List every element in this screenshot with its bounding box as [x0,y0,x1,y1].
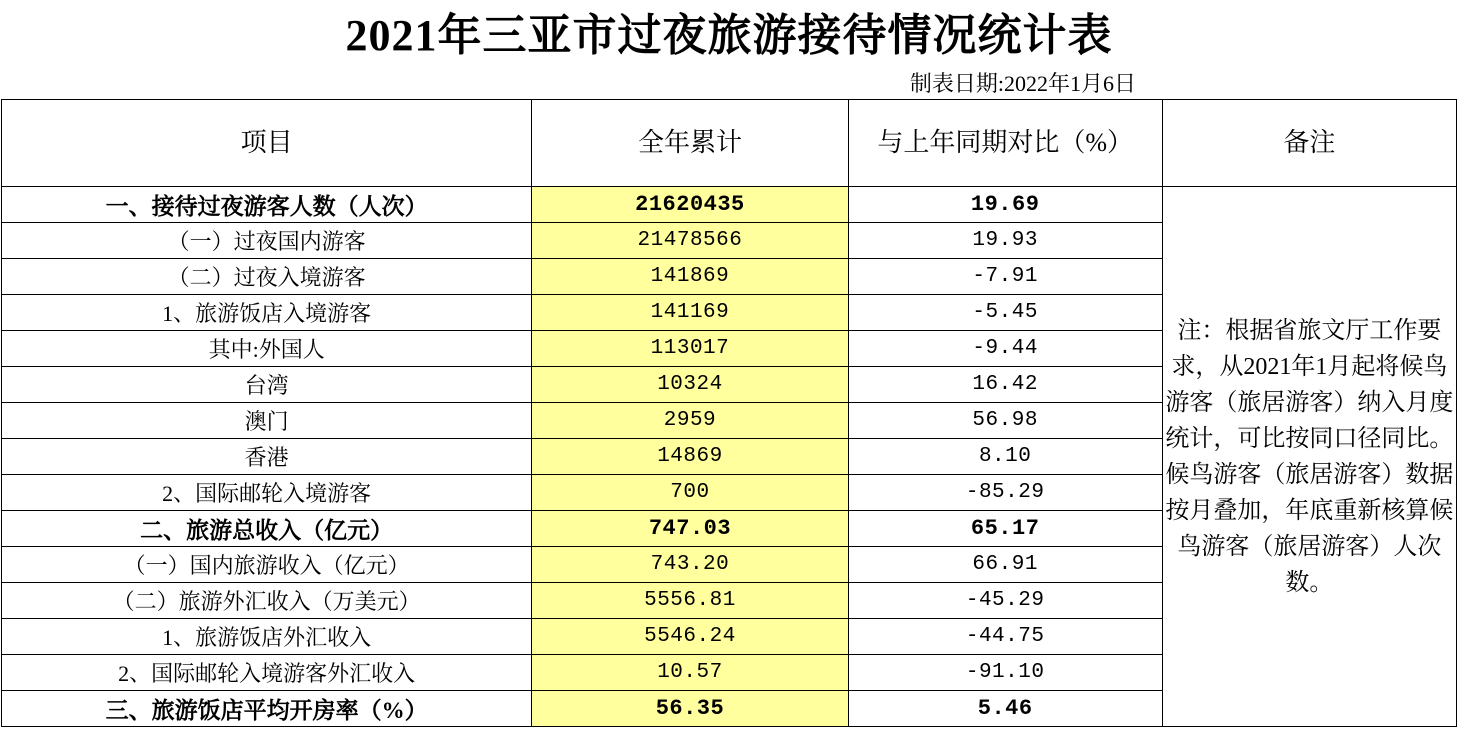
header-note: 备注 [1162,100,1456,187]
cell-total: 14869 [532,439,848,475]
cell-yoy: 5.46 [848,691,1162,727]
cell-yoy: -7.91 [848,259,1162,295]
cell-item: 1、旅游饭店入境游客 [2,295,532,331]
cell-total: 10.57 [532,655,848,691]
cell-item: 香港 [2,439,532,475]
cell-item: （二）过夜入境游客 [2,259,532,295]
cell-item: 2、国际邮轮入境游客 [2,475,532,511]
cell-total: 700 [532,475,848,511]
cell-total: 56.35 [532,691,848,727]
cell-yoy: -45.29 [848,583,1162,619]
cell-yoy: -91.10 [848,655,1162,691]
cell-total: 10324 [532,367,848,403]
cell-item: 2、国际邮轮入境游客外汇收入 [2,655,532,691]
cell-item: 二、旅游总收入（亿元） [2,511,532,547]
table-header-row [2,100,1457,187]
cell-total: 5546.24 [532,619,848,655]
cell-item: 三、旅游饭店平均开房率（%） [2,691,532,727]
cell-total: 21478566 [532,223,848,259]
cell-total: 21620435 [532,187,848,223]
subtitle-row [0,65,1458,99]
document-title: 2021年三亚市过夜旅游接待情况统计表 [345,11,1113,60]
table-row [2,187,1457,223]
statistics-table [1,99,1457,727]
cell-yoy: 66.91 [848,547,1162,583]
note-cell [1162,187,1456,727]
header-item: 项目 [2,100,532,187]
cell-yoy: -5.45 [848,295,1162,331]
cell-yoy: -44.75 [848,619,1162,655]
header-total: 全年累计 [532,100,848,187]
cell-item: 1、旅游饭店外汇收入 [2,619,532,655]
cell-yoy: -85.29 [848,475,1162,511]
cell-item: 其中:外国人 [2,331,532,367]
cell-total: 747.03 [532,511,848,547]
cell-total: 113017 [532,331,848,367]
cell-item: （一）国内旅游收入（亿元） [2,547,532,583]
cell-total: 5556.81 [532,583,848,619]
cell-yoy: 65.17 [848,511,1162,547]
cell-yoy: 56.98 [848,403,1162,439]
cell-yoy: 19.93 [848,223,1162,259]
header-yoy: 与上年同期对比（%） [848,100,1162,187]
cell-total: 2959 [532,403,848,439]
cell-item: 一、接待过夜游客人数（人次） [2,187,532,223]
cell-yoy: 19.69 [848,187,1162,223]
cell-yoy: -9.44 [848,331,1162,367]
cell-yoy: 16.42 [848,367,1162,403]
cell-total: 141169 [532,295,848,331]
cell-total: 141869 [532,259,848,295]
cell-yoy: 8.10 [848,439,1162,475]
cell-item: （二）旅游外汇收入（万美元） [2,583,532,619]
cell-item: 台湾 [2,367,532,403]
note-text: 注：根据省旅文厅工作要求，从2021年1月起将候鸟游客（旅居游客）纳入月度统计，可比按同口径同比。候鸟游客（旅居游客）数据按月叠加，年底重新核算候鸟游客（旅居游客）人次数。 [1165,317,1454,596]
cell-item: （一）过夜国内游客 [2,223,532,259]
cell-item: 澳门 [2,403,532,439]
document-date: 制表日期:2022年1月6日 [909,70,1136,96]
cell-total: 743.20 [532,547,848,583]
